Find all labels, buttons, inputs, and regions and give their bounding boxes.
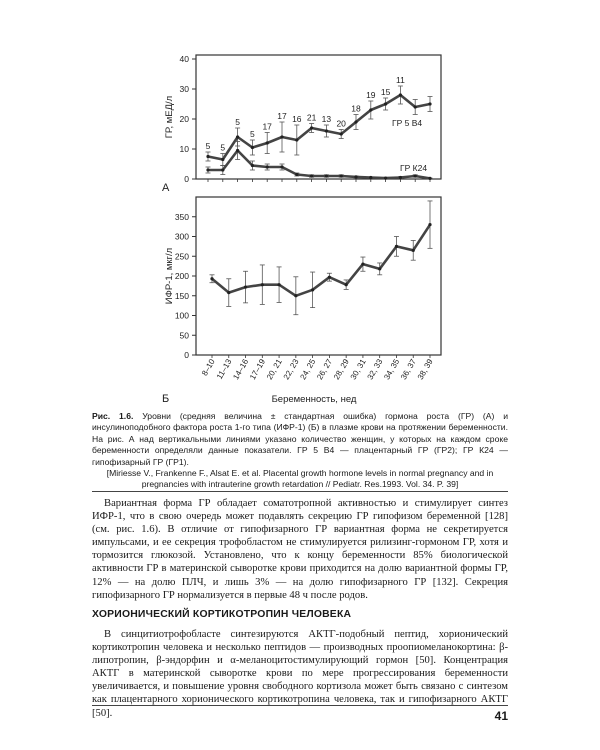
data-point-grk24 — [221, 168, 224, 171]
panel-b-ylabel: ИФР-1, мкг/л — [164, 247, 175, 305]
paragraph-variant-gh — [92, 497, 508, 602]
panel-b-xlabel: Беременность, нед — [271, 394, 357, 405]
panel-b-ytick-label: 100 — [174, 310, 189, 321]
top-divider — [92, 491, 508, 492]
data-point-igf1 — [210, 277, 213, 280]
n-label: 5 — [205, 141, 211, 151]
data-point-gr5b4 — [206, 155, 209, 158]
panel-b-xtick-label: 22, 23 — [281, 357, 301, 382]
panel-b-ytick-label: 350 — [174, 211, 189, 222]
data-point-gr5b4 — [325, 129, 328, 132]
panel-b-xtick-label: 36, 37 — [399, 357, 418, 382]
figure-caption — [92, 411, 508, 491]
paragraph-variant-gh-text: Вариантная форма ГР обладает соматотропной активностью и стимулирует синтез ИФР-1, что в свою очередь может подавлять секрецию ГР гипофизом беременной [128] (см. рис. 1.6). В отличие от гипофизарного ГР вариантная форма не секретируется импульсами, и ее секреция трофобластом не стимулируется рилизинг-гормоном ГР, хотя и тормозится глюкозой. Установлено, что к концу беременности 85% биологической активности ГР в материнской сыворотке крови приходится на долю вариантной формы ГР, 12% — на долю ПЛЧ, и лишь 3% — на долю гипофизарного ГР [132]. Секреция гипофизарного ГР нормализуется в первые 48 ч после родов. — [92, 498, 508, 601]
data-point-igf1 — [311, 288, 314, 291]
data-point-gr5b4 — [310, 126, 313, 129]
data-point-gr5b4 — [399, 93, 402, 96]
n-label: 13 — [321, 114, 332, 124]
n-label: 19 — [366, 90, 376, 100]
panel-b-xtick-label: 20, 21 — [264, 357, 284, 382]
data-point-igf1 — [328, 276, 331, 279]
data-point-grk24 — [206, 168, 209, 171]
n-label: 18 — [351, 103, 361, 114]
data-point-gr5b4 — [280, 135, 283, 138]
data-point-grk24 — [280, 165, 283, 168]
data-point-igf1 — [378, 267, 381, 270]
n-label: 15 — [380, 87, 391, 97]
n-label: 17 — [277, 111, 287, 121]
data-point-gr5b4 — [354, 120, 357, 123]
panel-b-xtick-label: 17–19 — [248, 357, 268, 382]
data-point-igf1 — [345, 283, 348, 286]
n-label: 5 — [235, 117, 240, 127]
panel-b-xtick-label: 14–16 — [231, 357, 251, 382]
n-label: 5 — [220, 142, 226, 153]
panel-b-xticklabels — [200, 357, 435, 381]
data-point-gr5b4 — [384, 102, 387, 105]
panel-b-xtick-label: 28, 29 — [331, 357, 351, 382]
panel-b-ytick-label: 200 — [174, 271, 189, 281]
n-label: 17 — [262, 121, 272, 132]
panel-a-ytick-label: 10 — [179, 144, 189, 154]
data-point-gr5b4 — [221, 158, 224, 161]
panel-b-ytick-label: 50 — [179, 330, 189, 341]
caption-text: Уровни (средняя величина ± стандартная ошибка) гормона роста (ГР) (А) и инсулиноподобного фактора роста 1-го типа (ИФР-1) (Б) в плазме крови на протяжении беременности. На рис. А над вертикальными линиями указано количество женщин, у которых на каждом сроке беременности определяли данные показатели. ГР 5 В4 — плацентарный ГР (ГР2); ГР К24 — гипофизарный ГР (ГР1). — [92, 411, 509, 467]
data-point-igf1 — [361, 263, 364, 266]
data-point-grk24 — [414, 174, 417, 177]
data-point-gr5b4 — [428, 102, 431, 105]
data-point-gr5b4 — [251, 146, 254, 149]
data-point-gr5b4 — [236, 135, 239, 138]
data-point-igf1 — [395, 245, 398, 248]
data-point-gr5b4 — [340, 132, 343, 135]
data-point-grk24 — [251, 164, 254, 167]
data-point-gr5b4 — [414, 105, 417, 108]
data-point-igf1 — [227, 291, 230, 294]
n-label: 16 — [292, 114, 302, 124]
data-point-grk24 — [384, 177, 387, 180]
panel-b-xtick-label: 30, 31 — [348, 357, 368, 382]
panel-b-ytick-label: 300 — [174, 231, 189, 242]
n-label: 20 — [336, 118, 346, 129]
panel-a-frame — [196, 55, 441, 179]
data-point-grk24 — [266, 165, 269, 168]
series-label-grk24: ГР К24 — [400, 163, 428, 173]
data-point-grk24 — [369, 176, 372, 179]
data-point-igf1 — [412, 249, 415, 252]
panel-b-axis — [175, 212, 430, 360]
panel-b-frame — [196, 197, 441, 355]
panel-a-label: А — [162, 182, 170, 194]
data-point-grk24 — [236, 149, 239, 152]
panel-b-xtick-label: 34, 35 — [382, 357, 402, 382]
n-label: 5 — [250, 129, 255, 139]
n-label: 11 — [395, 75, 405, 85]
series-line-igf1 — [212, 225, 430, 296]
bottom-divider — [92, 705, 508, 706]
panel-b-xtick-label: 32, 33 — [365, 357, 385, 382]
caption-label: Рис. 1.6. — [92, 411, 134, 421]
data-point-gr5b4 — [266, 141, 269, 144]
series-line-grk24 — [208, 151, 430, 179]
panel-b-xtick-label: 8–10 — [200, 357, 217, 378]
data-point-igf1 — [261, 283, 264, 286]
panel-b-xtick-label: 11–13 — [214, 357, 234, 381]
panel-b-xtick-label: 26, 27 — [315, 357, 335, 382]
panel-a-ytick-label: 30 — [179, 84, 189, 94]
panel-a-ytick-label: 20 — [179, 114, 189, 124]
data-point-grk24 — [325, 174, 328, 177]
data-point-grk24 — [295, 173, 298, 176]
data-point-igf1 — [428, 223, 431, 226]
paragraph-acth-text: В синцитиотрофобласте синтезируются АКТГ-подобный пептид, хорионический кортикотропин человека и несколько пептидов — производных проопиомеланокортина: β-липотропин, β-эндорфин и α-меланоцитостимулирующий гормон [50]. Концентрация АКТГ в материнской сыворотке крови по мере прогрессирования беременности увеличивается, и повышение уровня свободного кортизола может быть связано с синтезом как плацентарного хорионического кортикотропина человека, так и гипофизарного АКТГ [50]. — [92, 629, 508, 719]
panel-b-xtick-label: 38, 39 — [415, 357, 435, 382]
data-point-igf1 — [277, 283, 280, 286]
data-point-gr5b4 — [295, 138, 298, 141]
panel-a-ylabel: ГР, мЕД/л — [164, 95, 175, 139]
panel-b-label: Б — [162, 393, 170, 405]
data-point-grk24 — [340, 174, 343, 177]
data-point-grk24 — [428, 177, 431, 180]
panel-a-ytick-label: 0 — [184, 174, 189, 184]
data-point-igf1 — [294, 294, 297, 297]
data-point-gr5b4 — [369, 108, 372, 111]
data-point-grk24 — [399, 176, 402, 179]
data-point-grk24 — [354, 175, 357, 178]
n-label: 21 — [306, 112, 317, 123]
panel-b-ytick-label: 150 — [174, 290, 189, 301]
panel-b-ytick-label: 0 — [184, 350, 189, 360]
panel-b-plot — [210, 201, 433, 315]
page-number: 41 — [494, 709, 508, 723]
panel-a-ytick-label: 40 — [179, 54, 189, 64]
section-heading: ХОРИОНИЧЕСКИЙ КОРТИКОТРОПИН ЧЕЛОВЕКА — [92, 609, 352, 620]
panel-b-xtick-label: 24, 25 — [298, 357, 318, 382]
panel-b-ytick-label: 250 — [174, 251, 189, 262]
data-point-grk24 — [310, 174, 313, 177]
data-point-igf1 — [244, 285, 247, 288]
caption-reference: [Miriesse V., Frankenne F., Alsat E. et al. Placental growth hormone levels in normal pregnancy and in pregnancies with intrauterine growth retardation // Pediatr. Res.1993. Vol. 34. P. 39] — [106, 468, 494, 490]
series-label-gr5b4: ГР 5 В4 — [392, 118, 423, 128]
